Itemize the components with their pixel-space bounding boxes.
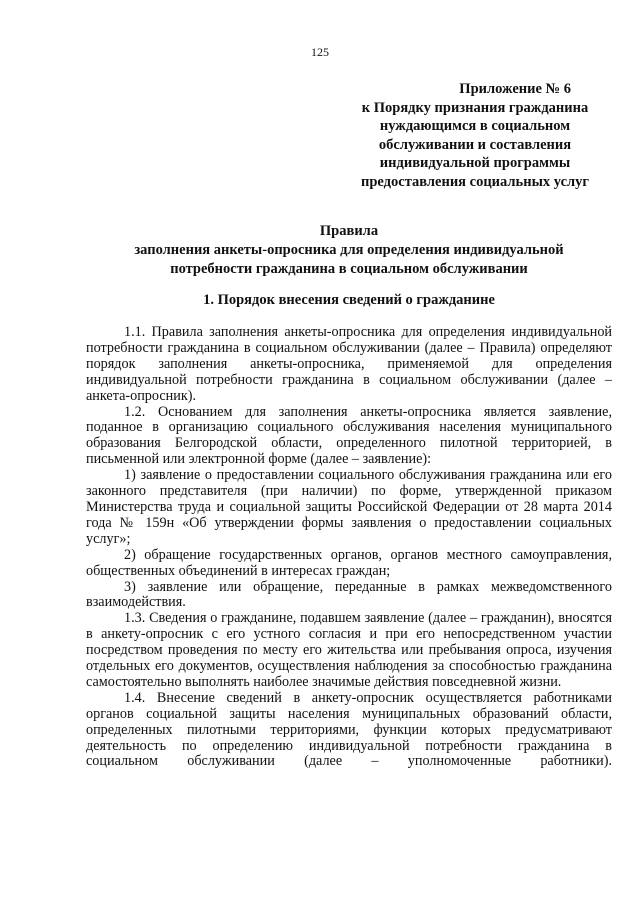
annex-title: Приложение № 6 xyxy=(459,81,571,97)
document-body xyxy=(86,325,612,770)
list-item-2: 2) обращение государственных органов, органов местного самоуправления, общественных объединений в интересах граждан; xyxy=(86,546,612,579)
title-subtitle-line: потребности гражданина в социальном обслуживании xyxy=(170,261,528,277)
page-number: 125 xyxy=(311,45,329,59)
title-subtitle-line: заполнения анкеты-опросника для определения индивидуальной xyxy=(134,242,564,258)
annex-line: нуждающимся в социальном xyxy=(379,118,571,134)
annex-line: к Порядку признания гражданина xyxy=(361,99,589,116)
annex-line: индивидуальной программы xyxy=(379,155,571,171)
paragraph-1-4: 1.4. Внесение сведений в анкету-опросник осуществляется работниками органов социальной защиты населения муниципальных образований области, определенных пилотными территориями, функции которых предусматривают деятельность по определению индивидуальной потребности гражданина в социальном обслуживании (далее – уполномоченные работники). xyxy=(86,689,612,770)
section-heading: 1. Порядок внесения сведений о гражданине xyxy=(203,292,495,308)
paragraph-1-2: 1.2. Основанием для заполнения анкеты-опросника является заявление, поданное в организацию социального обслуживания населения муниципального образования Белгородской области, определенного пилотной территорией, в письменной или электронной форме (далее – заявление): xyxy=(86,403,612,468)
list-item-1: 1) заявление о предоставлении социального обслуживания гражданина или его законного представителя (при наличии) по форме, утвержденной приказом Министерства труда и социальной защиты Российской Федерации от 28 марта 2014 года № 159н «Об утверждении формы заявления о предоставлении социальных услуг»; xyxy=(86,467,612,547)
paragraph-1-3: 1.3. Сведения о гражданине, подавшем заявление (далее – гражданин), вносятся в анкету-опросник с его устного согласия и при его непосредственном участии посредством проведения по месту его жительства или пребывания опроса, изучения отдельных его документов, осуществления наблюдения за способностью гражданина самостоятельно выполнять наиболее значимые действия повседневной жизни. xyxy=(86,610,612,690)
list-item-3: 3) заявление или обращение, переданные в рамках межведомственного взаимодействия. xyxy=(86,578,612,611)
document-title xyxy=(86,222,612,279)
title-heading: Правила xyxy=(319,223,379,239)
annex-block xyxy=(344,80,606,191)
annex-line: обслуживании и составления xyxy=(378,136,572,153)
paragraph-1-1: 1.1. Правила заполнения анкеты-опросника для определения индивидуальной потребности гражданина в социальном обслуживании (далее – Правила) определяют порядок заполнения анкеты-опросника, применяемой для определения индивидуальной потребности гражданина в социальном обслуживании (далее – анкета-опросник). xyxy=(86,324,612,404)
annex-line: предоставления социальных услуг xyxy=(361,173,589,190)
